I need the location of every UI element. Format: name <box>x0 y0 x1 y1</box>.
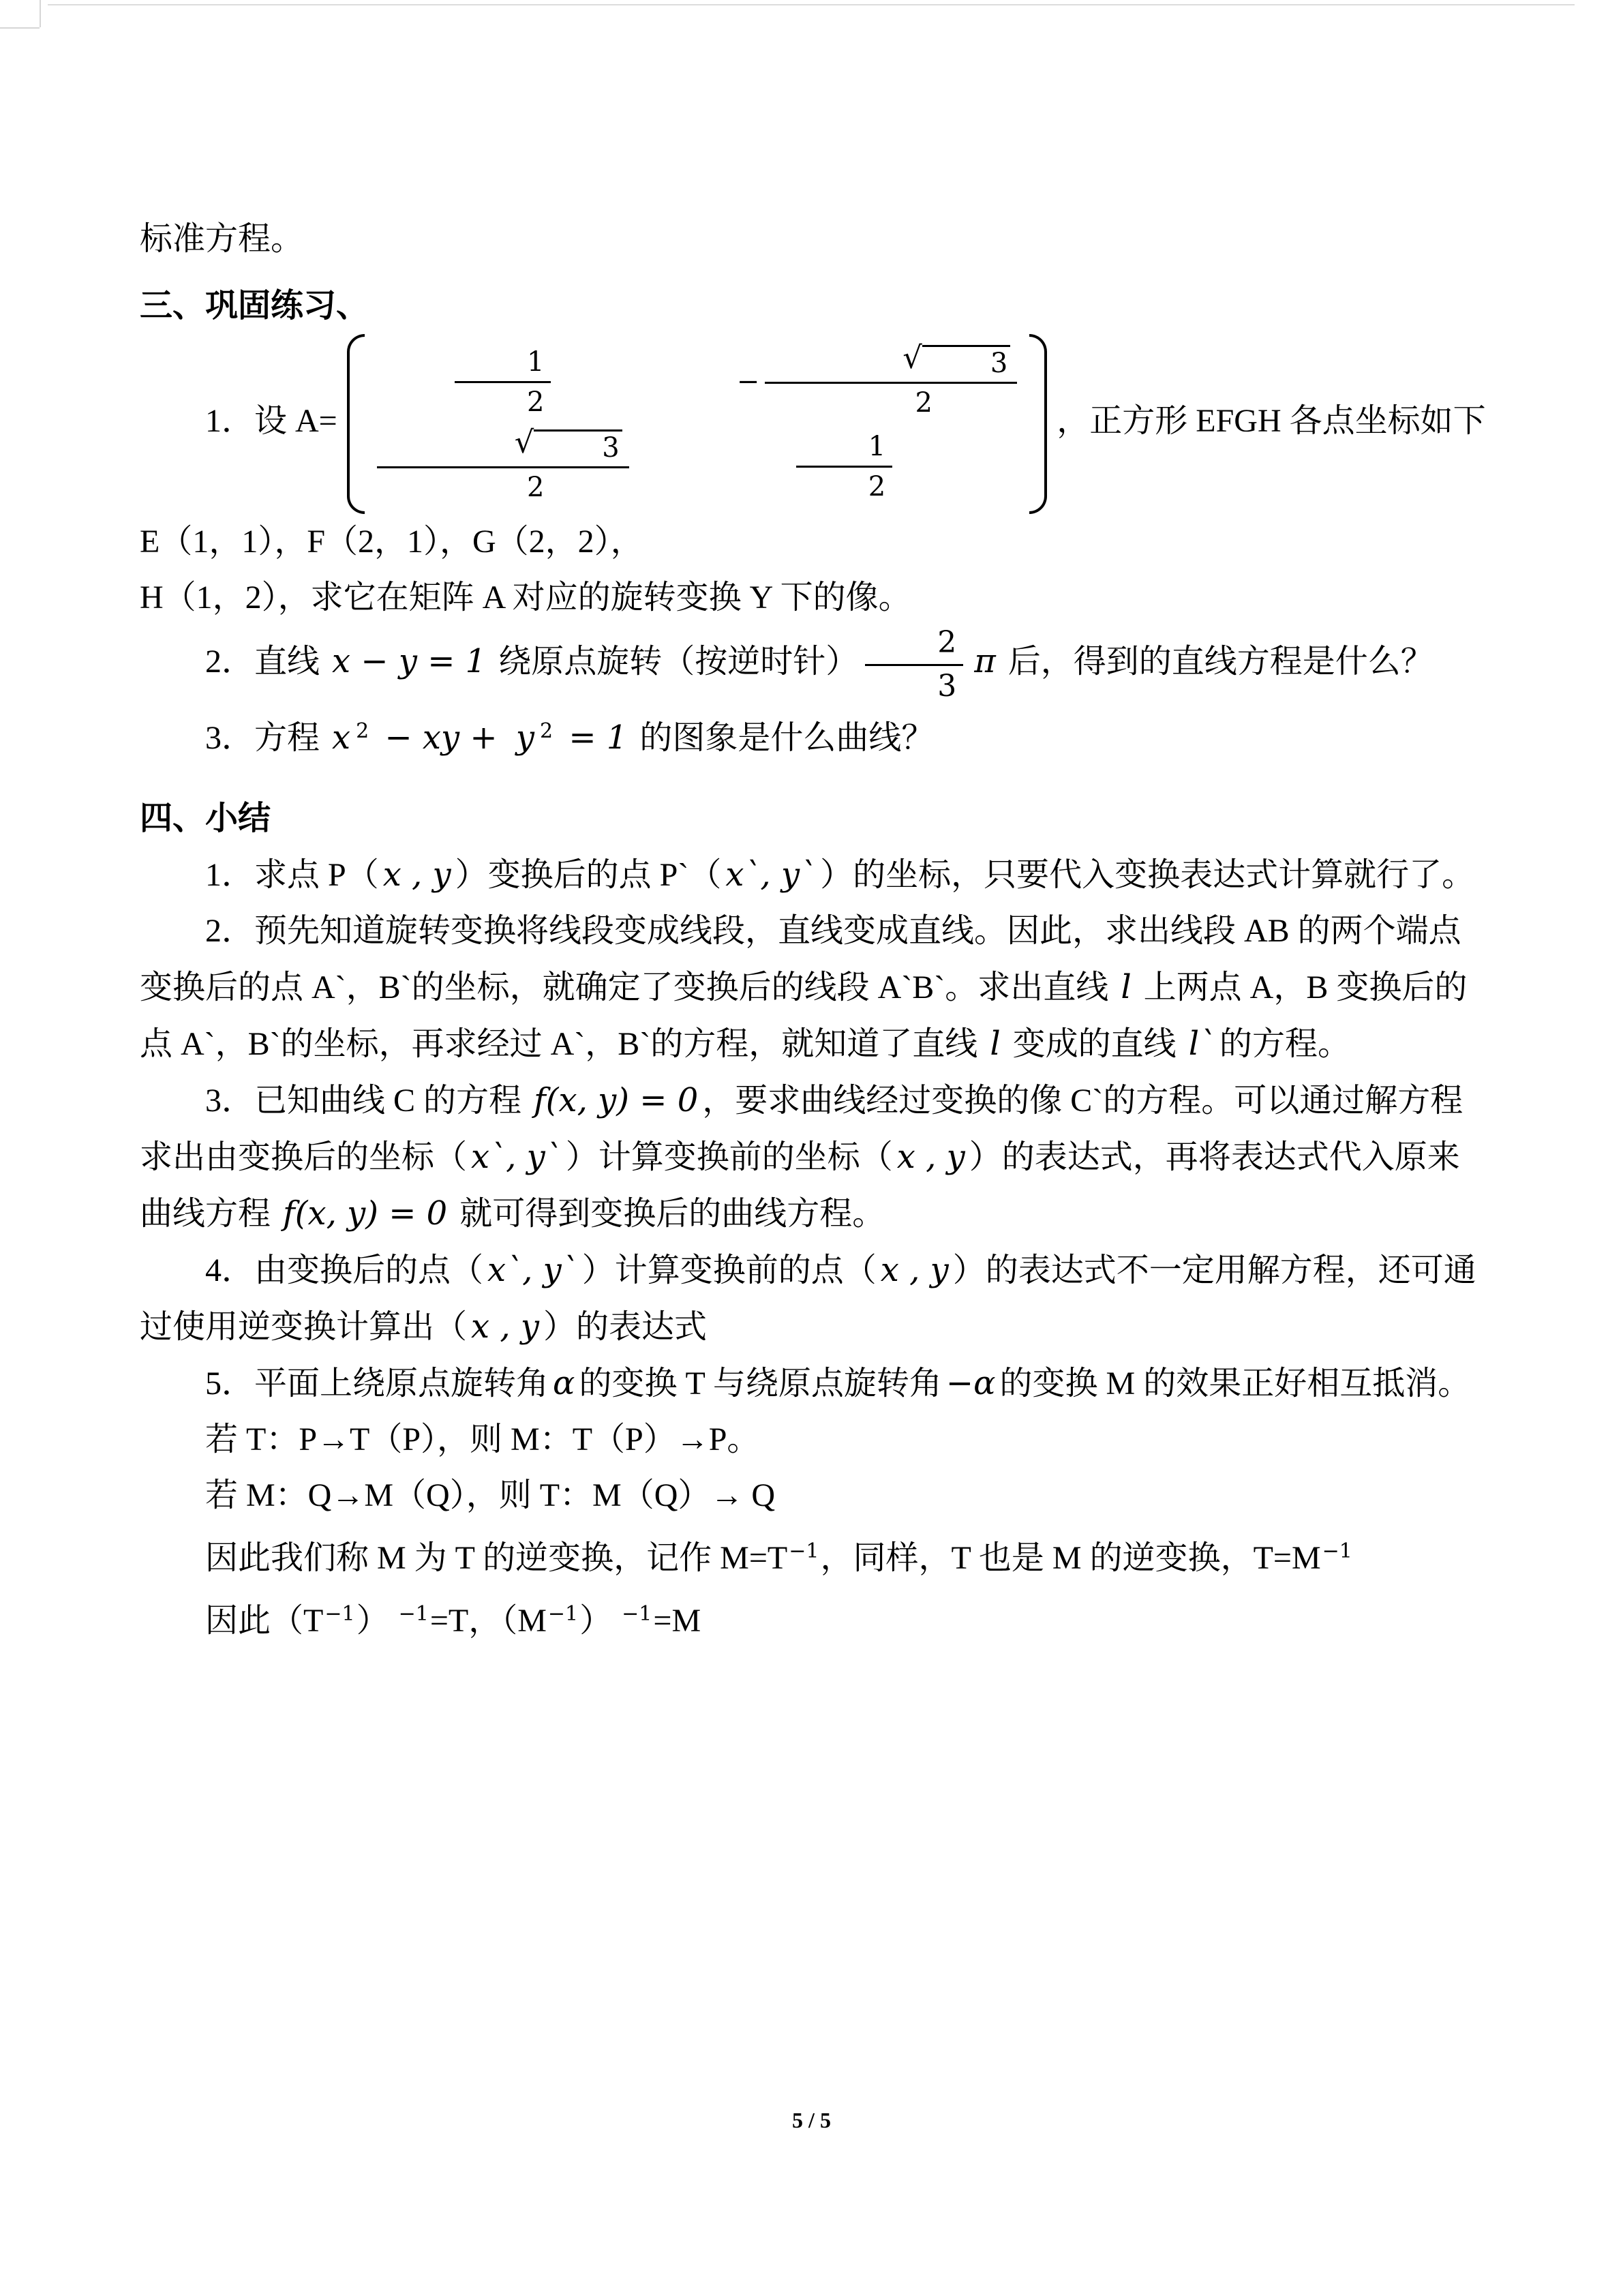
math-run: f(x, y) = 0 <box>283 1194 448 1233</box>
text-run: 的变换 T 与绕原点旋转角 <box>579 1365 942 1402</box>
summary-3 <box>140 1072 1490 1242</box>
math-run: x`, y` <box>471 1138 562 1177</box>
fraction-denominator: 2 <box>915 387 932 419</box>
math-run: l <box>1121 968 1132 1007</box>
text-run: 绕原点旋转（按逆时针） <box>490 644 859 680</box>
math-run: x`, y` <box>487 1251 578 1290</box>
math-run: x , y <box>880 1251 949 1290</box>
inverse-identity <box>140 1586 1490 1649</box>
text-run: ）计算变换前的点（ <box>581 1252 877 1289</box>
text-run: ）的表达式，再将表达式代入原来曲线方程 <box>140 1139 1460 1233</box>
math-run: l` <box>1188 1025 1216 1063</box>
text-run: 2．预先知道旋转变换将线段变成线段，直线变成直线。因此，求出线段 AB 的两个端点变换后的点 A`，B`的坐标，就确定了变换后的线段 A`B`。求出直线 <box>140 913 1461 1006</box>
exercise-1-line2 <box>140 570 1490 626</box>
text-run: 若 T：P→T（P），则 M：T（P）→P。 <box>205 1421 760 1458</box>
text-run: ）的坐标，只要代入变换表达式计算就行了。 <box>820 857 1475 894</box>
scan-artifact <box>0 27 40 29</box>
math-run: l <box>990 1025 1001 1063</box>
radicand: 3 <box>534 429 622 463</box>
scan-artifact <box>40 0 41 27</box>
fraction <box>765 339 1017 419</box>
text-run: 3．已知曲线 C 的方程 <box>205 1083 530 1119</box>
inverse-line-T <box>140 1412 1490 1468</box>
text-run: ） <box>356 1603 397 1640</box>
text-run: 后，得到的直线方程是什么？ <box>999 644 1434 680</box>
matrix-cell-12 <box>671 339 1018 419</box>
minus-sign: − <box>736 366 760 397</box>
inverse-definition <box>140 1524 1490 1586</box>
math-run: y <box>515 719 534 757</box>
summary-4 <box>140 1242 1490 1355</box>
math-run: α <box>553 1364 575 1403</box>
math-run: f(x, y) = 0 <box>534 1081 699 1120</box>
math-run: x , y <box>471 1308 539 1346</box>
text-run: ）的表达式 <box>543 1309 707 1346</box>
fraction <box>865 626 963 704</box>
text-run: 3．方程 <box>205 720 329 757</box>
summary-5 <box>140 1355 1490 1412</box>
text-run: ，要求曲线经过变换的像 C`的方程。可以通过解方程求出由变换后的坐标（ <box>140 1083 1463 1176</box>
fraction-denominator: 2 <box>527 472 545 503</box>
text-run: H（1，2），求它在矩阵 A 对应的旋转变换 Y 下的像。 <box>140 579 911 616</box>
matrix-cell-21 <box>377 424 629 503</box>
radical-icon: √ <box>514 424 534 460</box>
section3-heading: 三、巩固练习、 <box>140 288 369 324</box>
radical-icon: √ <box>902 339 922 376</box>
fraction-numerator <box>377 424 629 468</box>
math-run: x`, y` <box>725 856 817 894</box>
matrix-grid <box>365 334 1030 514</box>
math-run: x <box>332 719 351 757</box>
square-root <box>837 339 1010 379</box>
math-run: − xy + <box>374 719 508 757</box>
math-run: −α <box>945 1364 996 1403</box>
exercise-1 <box>140 334 1490 570</box>
text-run: =M <box>653 1603 701 1640</box>
text-run: 4．由变换后的点（ <box>205 1252 484 1289</box>
fraction-numerator: 1 <box>796 431 892 468</box>
text-run: 就可得到变换后的曲线方程。 <box>451 1196 885 1233</box>
superscript: −1 <box>547 1602 579 1627</box>
page-number-text: 5 / 5 <box>792 2108 831 2132</box>
fraction-denominator: 2 <box>868 470 886 502</box>
text-run: 2．直线 <box>205 644 329 680</box>
text-run: 的变换 M 的效果正好相互抵消。 <box>999 1365 1471 1402</box>
summary-2 <box>140 903 1490 1072</box>
math-run: x − y = 1 <box>332 642 487 681</box>
radicand: 3 <box>922 345 1010 378</box>
text-run: 标准方程。 <box>140 221 304 257</box>
fraction-numerator: 1 <box>455 346 551 383</box>
matrix-A <box>347 334 1048 514</box>
text-run: 上两点 A，B 变换后的点 A`，B`的坐标，再求经过 A`，B`的方程，就知道了直线 <box>140 969 1468 1063</box>
square-root <box>449 424 622 464</box>
exercise-3 <box>140 704 1490 766</box>
fraction-denominator: 3 <box>937 668 957 704</box>
page-number <box>0 2108 1623 2133</box>
text-run: ，同样，T 也是 M 的逆变换，T=M <box>820 1540 1321 1577</box>
inverse-line-M <box>140 1468 1490 1524</box>
text-run: 1．求点 P（ <box>205 857 379 894</box>
math-run: x , y <box>382 856 451 894</box>
text-run: 5．平面上绕原点旋转角 <box>205 1365 549 1402</box>
text-run: ） <box>579 1603 621 1640</box>
superscript: −1 <box>789 1539 819 1564</box>
text-run: 若 M：Q→M（Q），则 T：M（Q）→ Q <box>205 1477 776 1514</box>
math-run: = 1 <box>558 719 628 757</box>
summary-1 <box>140 847 1490 903</box>
left-paren <box>347 334 365 514</box>
superscript: 2 <box>356 719 369 744</box>
superscript: −1 <box>1322 1539 1352 1564</box>
fraction-denominator: 2 <box>527 386 545 418</box>
math-run: x , y <box>896 1138 965 1177</box>
matrix-cell-11 <box>455 346 551 418</box>
exercise-2 <box>140 626 1490 704</box>
fraction-numerator <box>765 339 1017 384</box>
text-run: 1．设 A= <box>205 403 337 440</box>
text-run: =T，（M <box>429 1603 547 1640</box>
matrix-cell-22 <box>796 431 892 502</box>
text-run: ，正方形 EFGH 各点坐标如下 E（1，1），F（2，1），G（2，2）， <box>140 403 1486 560</box>
scan-artifact <box>48 4 1575 5</box>
paragraph-intro <box>140 211 1490 267</box>
fraction-numerator: 2 <box>865 626 963 666</box>
superscript: −1 <box>398 1602 429 1627</box>
text-run: 的图象是什么曲线？ <box>631 720 935 757</box>
text-run: 的方程。 <box>1219 1026 1351 1063</box>
text-run: ）计算变换前的坐标（ <box>565 1139 893 1176</box>
text-run: 因此（T <box>205 1603 324 1640</box>
pi-symbol: π <box>974 642 996 681</box>
text-run: 变成的直线 <box>1004 1026 1185 1063</box>
text-run: ）变换后的点 P`（ <box>455 857 722 894</box>
right-paren <box>1029 334 1047 514</box>
section4-heading: 四、小结 <box>140 800 271 837</box>
superscript: −1 <box>622 1602 652 1627</box>
text-run: ）的表达式不一定用解方程，还可通过使用逆变换计算出（ <box>140 1252 1476 1346</box>
text-run: 因此我们称 M 为 T 的逆变换，记作 M=T <box>205 1540 788 1577</box>
superscript: 2 <box>539 719 553 744</box>
superscript: −1 <box>324 1602 355 1627</box>
